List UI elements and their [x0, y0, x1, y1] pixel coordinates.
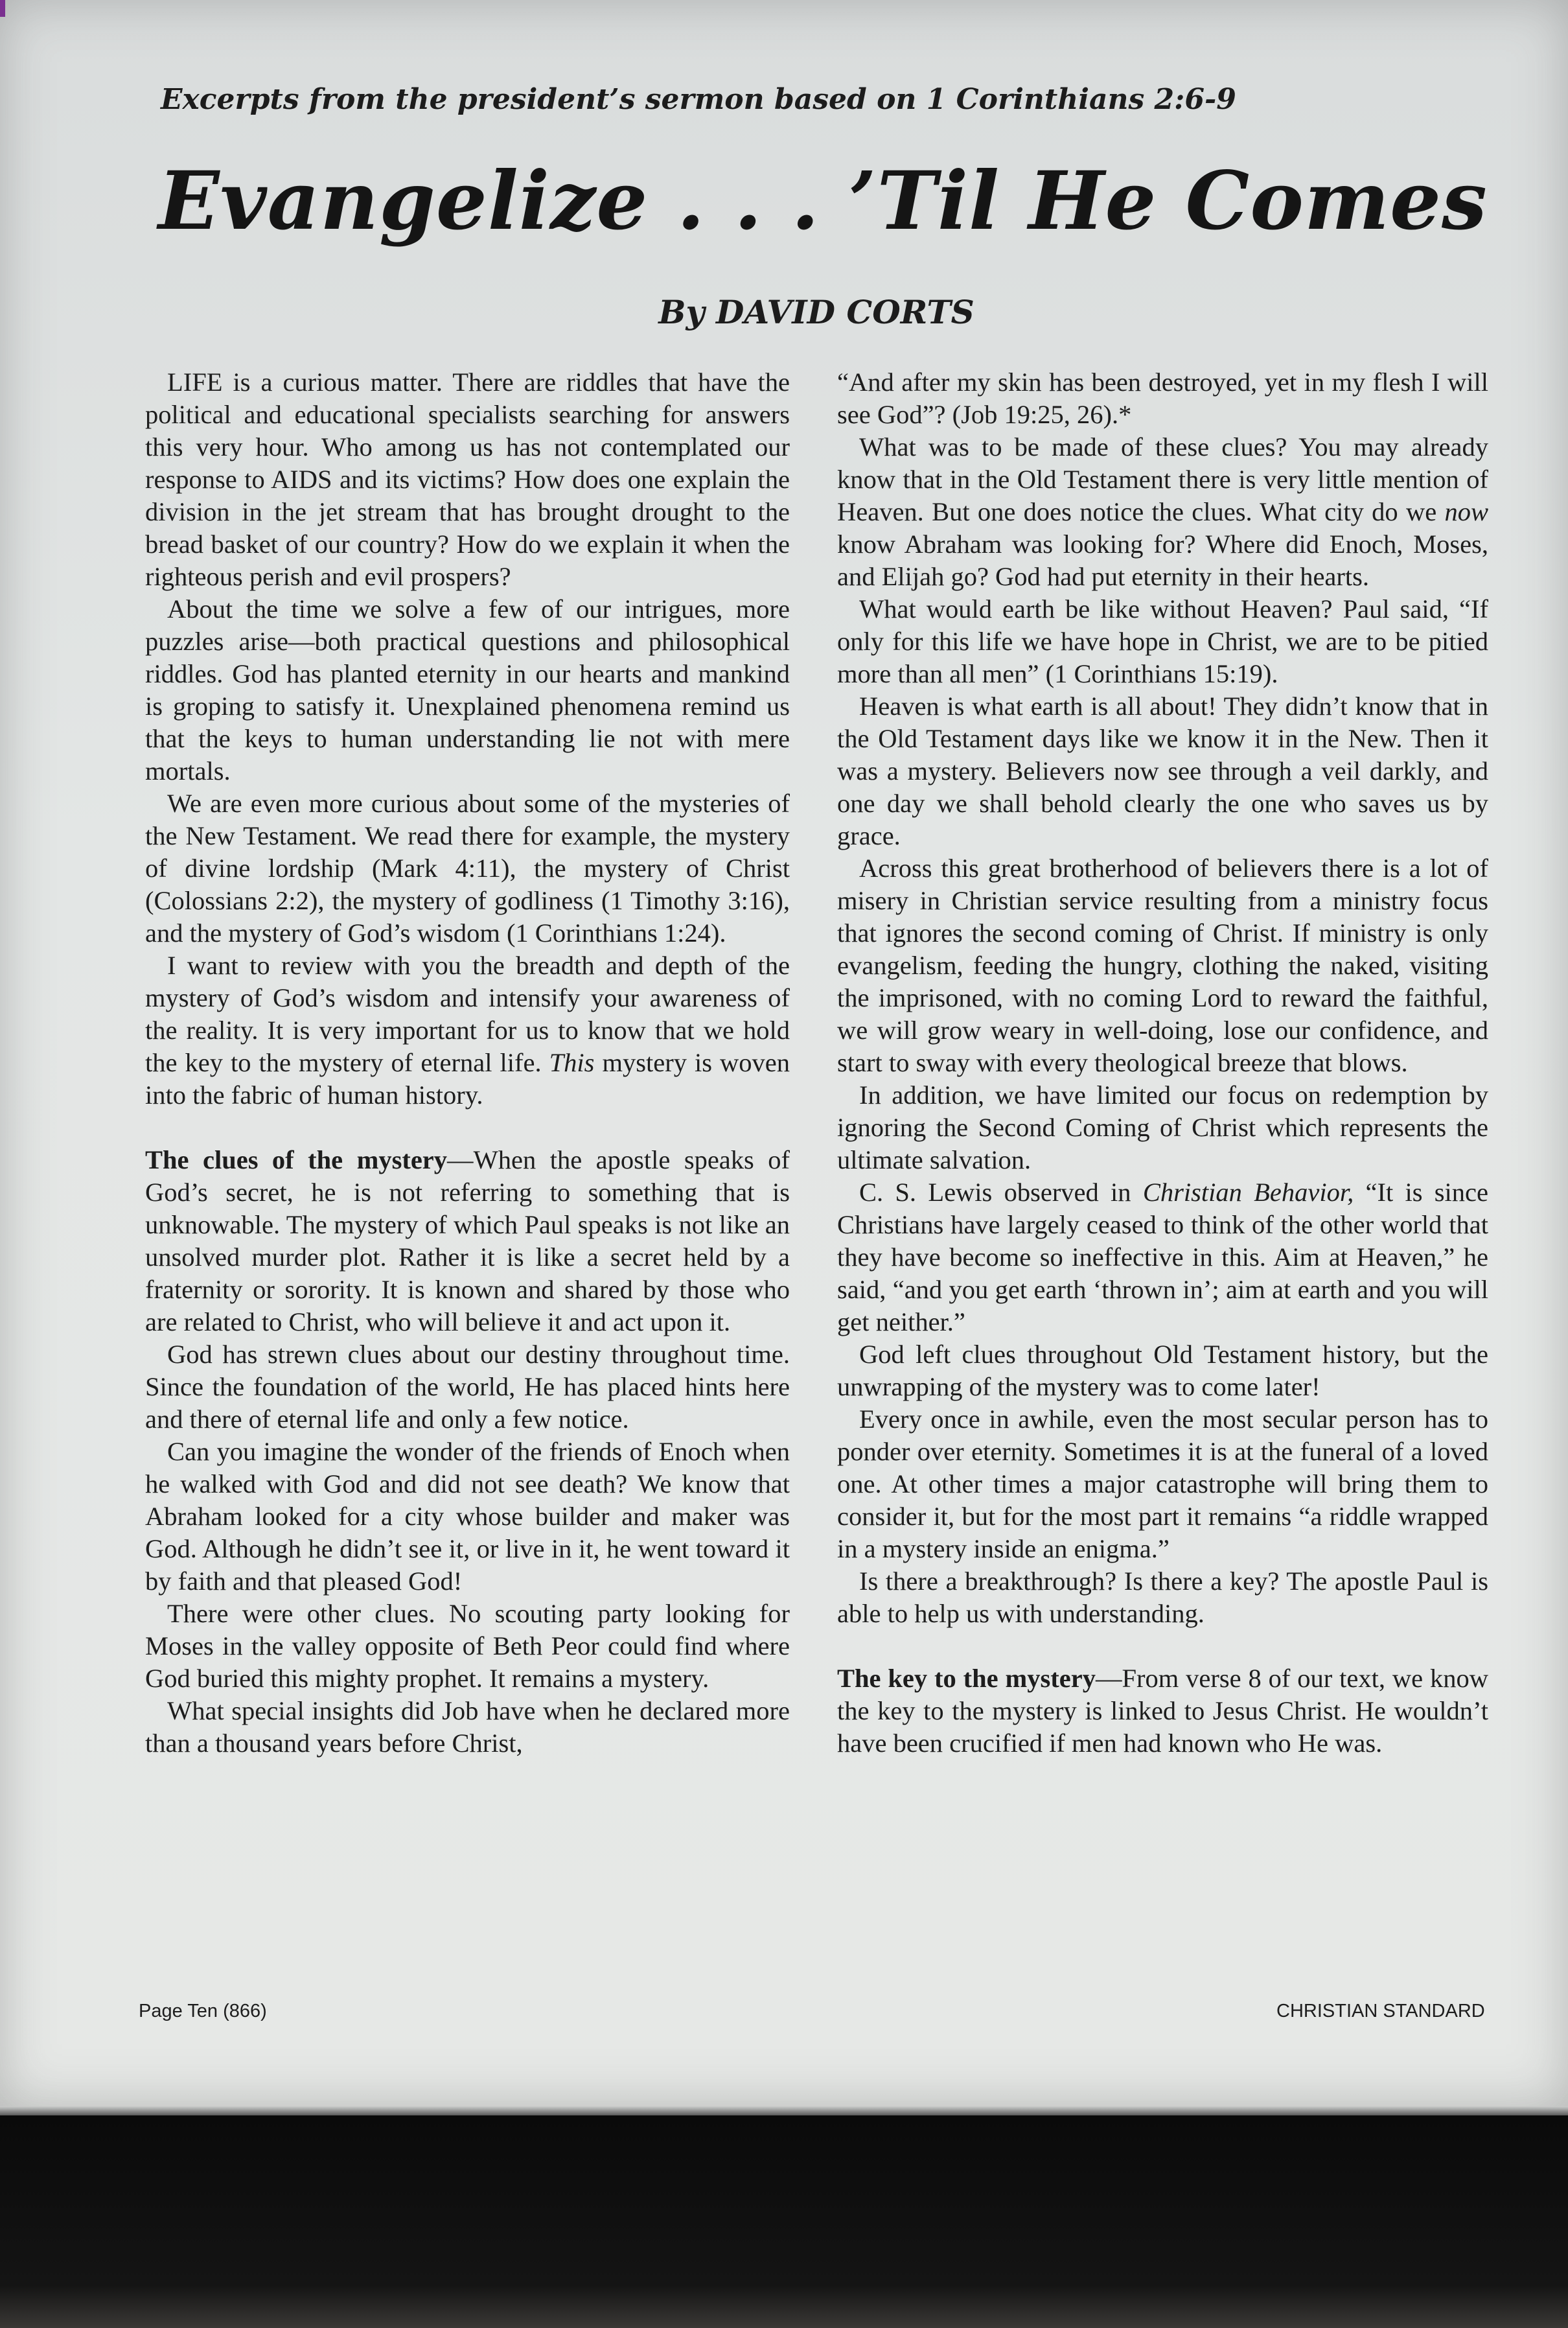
paragraph: Across this great brotherhood of believers there is a lot of misery in Christian service resulting from a ministry focus that ignores the second coming of Christ. If ministry is only evangelism, feeding the hungry, clothing the naked, visiting the imprisoned, with no coming Lord to reward the faithful, we will grow weary in well-doing, lose our confidence, and start to sway with every theological breeze that blows.	[837, 854, 1488, 1077]
emphasis: Christian Behavior,	[1142, 1178, 1354, 1207]
paragraph	[145, 949, 790, 1112]
paragraph: LIFE is a curious matter. There are riddles that have the political and educational specialists searching for answers this very hour. Who among us has not contemplated our response to AIDS and its victims? How does one explain the division in the jet stream that has brought drought to the bread basket of our country? How do we explain it when the righteous perish and evil prospers?	[145, 367, 790, 591]
paragraph: We are even more curious about some of the mysteries of the New Testament. We read there for example, the mystery of divine lordship (Mark 4:11), the mystery of Christ (Colossians 2:2), the mystery of godliness (1 Timothy 3:16), and the mystery of God’s wisdom (1 Corinthians 1:24).	[145, 789, 790, 948]
paragraph	[837, 1176, 1488, 1338]
edge-mark	[0, 0, 5, 17]
text-run: know Abraham was looking for? Where did Enoch, Moses, and Elijah go? God had put eternity in their hearts.	[837, 530, 1488, 591]
section-gap	[145, 1112, 790, 1144]
paragraph: Can you imagine the wonder of the friends of Enoch when he walked with God and did not see death? We know that Abraham looked for a city whose builder and maker was God. Although he didn’t see it, or live in it, he went toward it by faith and that pleased God!	[145, 1437, 790, 1596]
publication-name: CHRISTIAN STANDARD	[1276, 2001, 1485, 2021]
section-paragraph	[145, 1144, 790, 1338]
background-surface	[0, 2115, 1568, 2328]
text-run: “It is since Christians have largely ceased to think of the other world that they have become so ineffective in this. Aim at Heaven,” he said, “and you get earth ‘thrown in’; aim at earth and you will get neither.”	[837, 1178, 1488, 1336]
section-heading: The clues of the mystery	[145, 1145, 448, 1174]
text-run: I want to review with you the breadth and depth of the mystery of God’s wisdom and intensify your awareness of the reality. It is very important for us to know that we hold the key to the mystery of eternal life.	[145, 951, 790, 1077]
paragraph: God left clues throughout Old Testament history, but the unwrapping of the mystery was to come later!	[837, 1340, 1488, 1401]
emphasis: now	[1444, 497, 1488, 526]
paragraph: Heaven is what earth is all about! They didn’t know that in the Old Testament days like we know it in the New. Then it was a mystery. Believers now see through a veil darkly, and one day we shall behold clearly the one who saves us by grace.	[837, 692, 1488, 850]
paragraph: What special insights did Job have when he declared more than a thousand years before Christ,	[145, 1696, 790, 1758]
paragraph: About the time we solve a few of our intrigues, more puzzles arise—both practical questions and philosophical riddles. God has planted eternity in our hearts and mankind is groping to satisfy it. Unexplained phenomena remind us that the keys to human understanding lie not with mere mortals.	[145, 594, 790, 786]
byline: By DAVID CORTS	[658, 293, 974, 331]
paragraph: What would earth be like without Heaven? Paul said, “If only for this life we have hope in Christ, we are to be pitied more than all men” (1 Corinthians 15:19).	[837, 594, 1488, 688]
paragraph: Every once in awhile, even the most secular person has to ponder over eternity. Sometimes it is at the funeral of a loved one. At other times a major catastrophe will bring them to consider it, but for the most part it remains “a riddle wrapped in a mystery inside an enigma.”	[837, 1404, 1488, 1563]
page-edge	[0, 2106, 1568, 2115]
text-run: C. S. Lewis observed in	[859, 1178, 1143, 1207]
left-column	[145, 366, 790, 1760]
section-paragraph	[837, 1662, 1488, 1760]
section-gap	[837, 1630, 1488, 1662]
paragraph	[837, 431, 1488, 593]
paragraph: In addition, we have limited our focus on redemption by ignoring the Second Coming of Christ which represents the ultimate salvation.	[837, 1080, 1488, 1174]
text-run: —From verse 8 of our text, we know the key to the mystery is linked to Jesus Christ. He wouldn’t have been crucified if men had known who He was.	[837, 1664, 1488, 1758]
right-column	[837, 366, 1488, 1760]
text-run: mystery is woven into the fabric of human history.	[145, 1048, 790, 1110]
paragraph: Is there a breakthrough? Is there a key? The apostle Paul is able to help us with understanding.	[837, 1566, 1488, 1628]
section-heading: The key to the mystery	[837, 1664, 1096, 1693]
paragraph: God has strewn clues about our destiny throughout time. Since the foundation of the world, He has placed hints here and there of eternal life and only a few notice.	[145, 1340, 790, 1434]
paragraph: There were other clues. No scouting party looking for Moses in the valley opposite of Beth Peor could find where God buried this mighty prophet. It remains a mystery.	[145, 1599, 790, 1693]
text-run: —When the apostle speaks of God’s secret, he is not referring to something that is unknowable. The mystery of which Paul speaks is not like an unsolved murder plot. Rather it is like a secret held by a fraternity or sorority. It is known and shared by those who are related to Christ, who will believe it and act upon it.	[145, 1145, 790, 1336]
paragraph: “And after my skin has been destroyed, yet in my flesh I will see God”? (Job 19:25, 26).*	[837, 367, 1488, 429]
text-run: What was to be made of these clues? You may already know that in the Old Testament there is very little mention of Heaven. But one does notice the clues. What city do we	[837, 432, 1488, 526]
article-title: Evangelize . . . ’Til He Comes	[158, 154, 1488, 248]
emphasis: This	[549, 1048, 595, 1077]
kicker-line: Excerpts from the president’s sermon based on 1 Corinthians 2:6-9	[161, 83, 1236, 116]
page-number: Page Ten (866)	[139, 2001, 267, 2021]
